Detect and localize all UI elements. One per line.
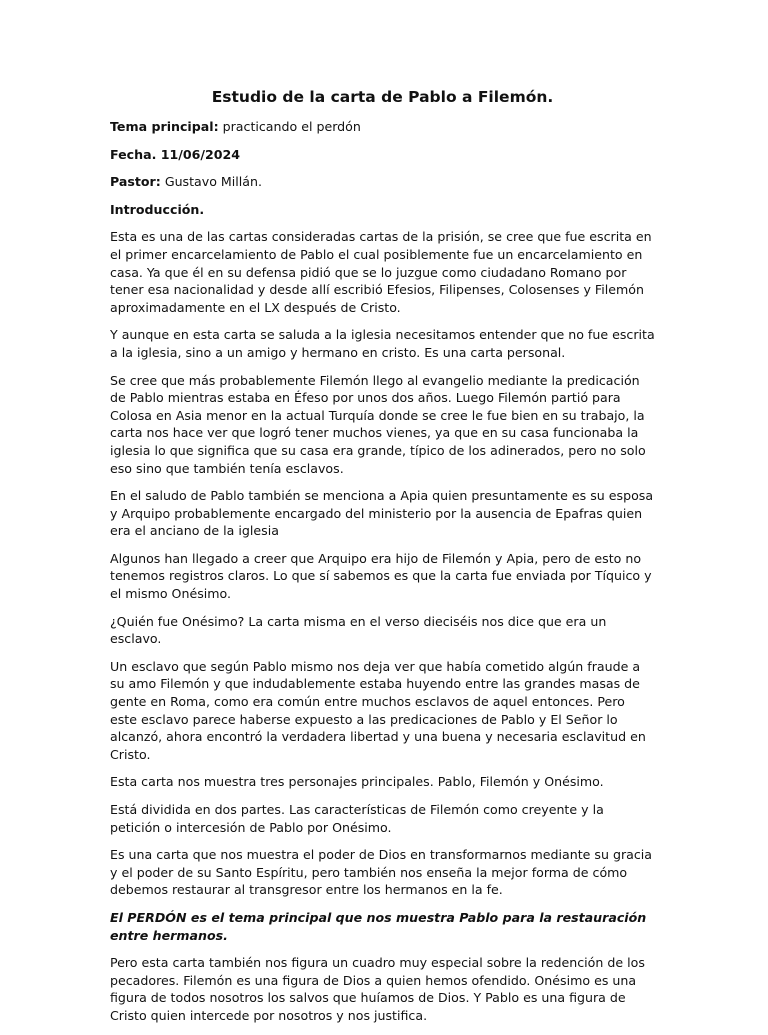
- paragraph: Esta es una de las cartas consideradas cartas de la prisión, se cree que fue escrita en el primer encarcelamiento de Pablo el cual posiblemente fue un encarcelamiento en casa. Ya que él en su defensa pidió que se lo juzgue como ciudadano Romano por tener esa nacionalidad y desde allí escribió Efesios, Filipenses, Colosenses y Filemón aproximadamente en el LX después de Cristo.: [110, 229, 652, 315]
- paragraph: Esta carta nos muestra tres personajes principales. Pablo, Filemón y Onésimo.: [110, 774, 604, 790]
- paragraph: Un esclavo que según Pablo mismo nos deja ver que había cometido algún fraude a su amo Filemón y que indudablemente estaba huyendo entre las grandes masas de gente en Roma, como era común entre muchos esclavos de aquel entonces. Pero este esclavo parece haberse expuesto a las predicaciones de Pablo y El Señor lo alcanzó, ahora encontró la verdadera libertad y una buena y necesaria esclavitud en Cristo.: [110, 658, 646, 762]
- paragraph: Y aunque en esta carta se saluda a la iglesia necesitamos entender que no fue escrita a la iglesia, sino a un amigo y hermano en cristo. Es una carta personal.: [110, 327, 655, 360]
- pastor-line: [110, 173, 655, 191]
- intro-heading: Introducción.: [110, 201, 205, 217]
- document-body: [110, 86, 655, 1035]
- pastor-value: Gustavo Millán.: [160, 174, 262, 190]
- fecha-line: Fecha. 11/06/2024: [110, 146, 241, 162]
- pastor-label: Pastor:: [110, 174, 161, 190]
- paragraph: ¿Quién fue Onésimo? La carta misma en el verso dieciséis nos dice que era un esclavo.: [110, 613, 607, 647]
- document-title: Estudio de la carta de Pablo a Filemón.: [211, 88, 554, 106]
- paragraph: Algunos han llegado a creer que Arquipo era hijo de Filemón y Apia, pero de esto no tenemos registros claros. Lo que sí sabemos es que la carta fue enviada por Tíquico y el mismo Onésimo.: [110, 550, 652, 602]
- paragraph: Es una carta que nos muestra el poder de Dios en transformarnos mediante su gracia y el poder de su Santo Espíritu, pero también nos enseña la mejor forma de cómo debemos restaurar al transgresor entre los hermanos en la fe.: [110, 847, 653, 898]
- tema-value: practicando el perdón: [218, 119, 361, 134]
- paragraph: En el saludo de Pablo también se menciona a Apia quien presuntamente es su esposa y Arquipo probablemente encargado del ministerio por la ausencia de Epafras quien era el anciano de la iglesia: [110, 488, 654, 539]
- paragraph: Se cree que más probablemente Filemón llego al evangelio mediante la predicación de Pablo mientras estaba en Éfeso por unos dos años. Luego Filemón partió para Colosa en Asia menor en la actual Turquía donde se cree le fue bien en su trabajo, la carta nos hace ver que logró tener muchos vienes, ya que en su casa funcionaba la iglesia lo que significa que su casa era grande, típico de los adinerados, pero no solo eso sino que también tenía esclavos.: [110, 372, 646, 476]
- emphasis-statement: El PERDÓN es el tema principal que nos muestra Pablo para la restauración entre hermanos.: [110, 909, 647, 943]
- tema-label: Tema principal:: [110, 119, 219, 134]
- tema-line: [110, 118, 655, 136]
- paragraph: Está dividida en dos partes. Las características de Filemón como creyente y la petición o intercesión de Pablo por Onésimo.: [110, 802, 604, 835]
- closing-paragraph: Pero esta carta también nos figura un cuadro muy especial sobre la redención de los pecadores. Filemón es una figura de Dios a quien hemos ofendido. Onésimo es una figura de todos nosotros los salvos que huíamos de Dios. Y Pablo es una figura de Cristo quien intercede por nosotros y nos justifica.: [110, 955, 645, 1023]
